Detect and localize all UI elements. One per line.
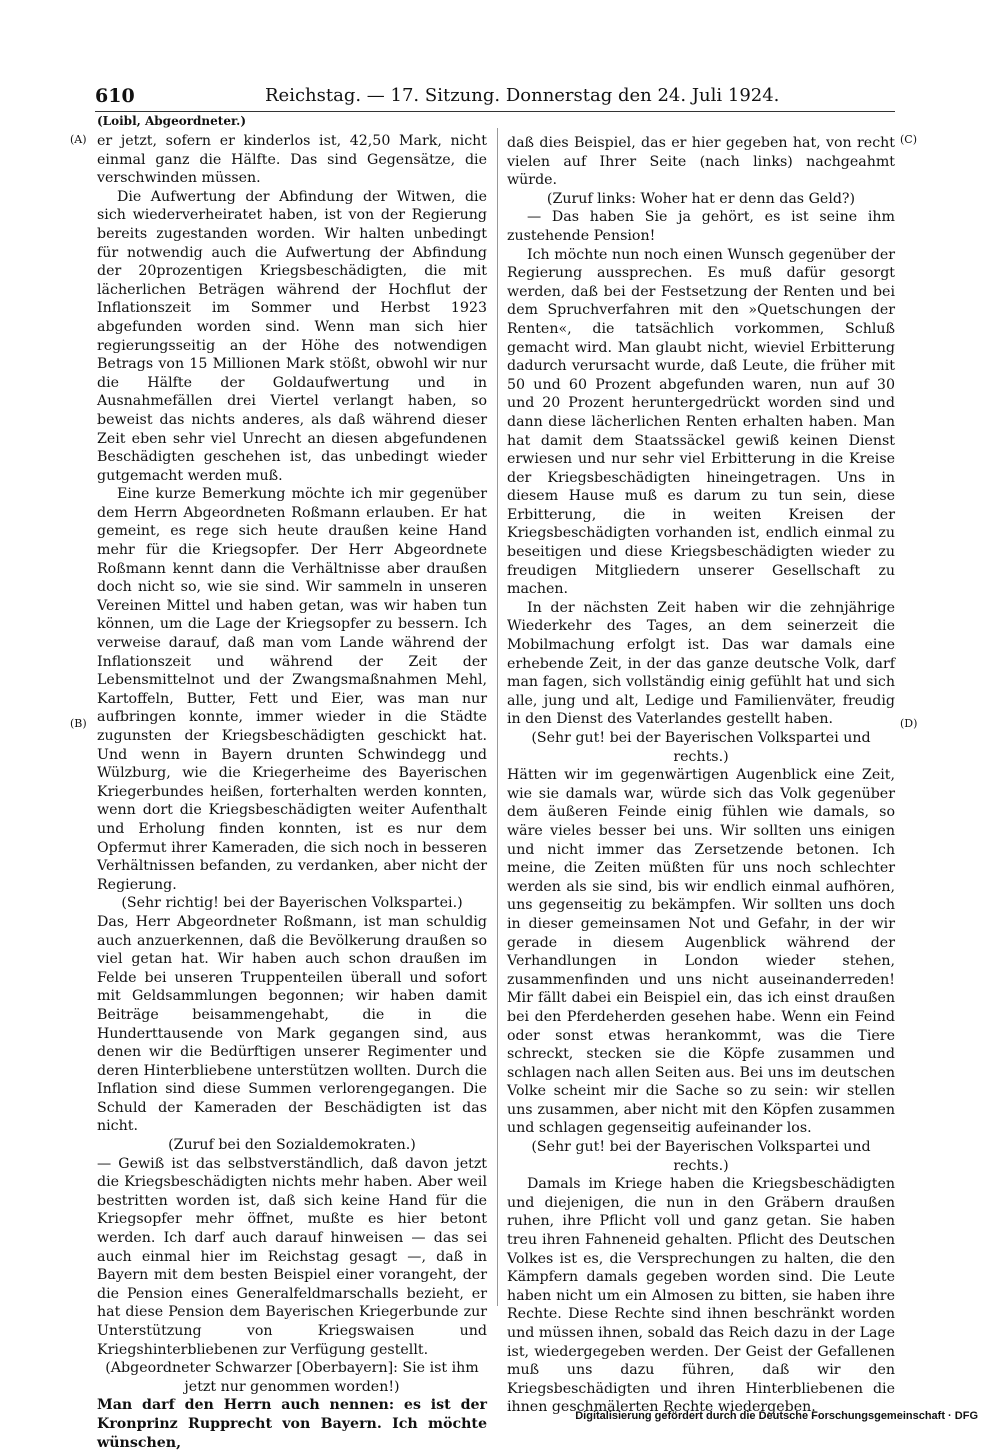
page-header [95, 85, 895, 109]
interjection: (Sehr gut! bei der Bayerischen Volkspartei und rechts.) [531, 730, 871, 765]
margin-mark-b: (B) [70, 717, 87, 730]
interjection: (Abgeordneter Schwarzer [Oberbayern]: Sie ist ihm jetzt nur genommen worden!) [105, 1360, 479, 1395]
digitization-credit: Digitalisierung gefördert durch die Deutsche Forschungsgemeinschaft · DFG [575, 1410, 978, 1422]
margin-mark-c: (C) [900, 133, 917, 146]
paragraph: Die Aufwertung der Abfindung der Witwen, die sich wiederverheiratet haben, ist von der Regierung bereits zugestanden worden. Wir halten unbedingt für notwendig auch die Aufwertung der Abfindung der 20prozentigen Kriegsbeschädigten, die mit lächerlichen Beträgen während der Hochflut der Inflationszeit im Sommer und Herbst 1923 abgefunden worden sind. Wenn man sich hier regierungsseitig an der Höhe des notwendigen Betrags von 15 Millionen Mark stößt, obwohl wir nur die Hälfte der Goldaufwertung und in Ausnahmefällen drei Viertel verlangt haben, so beweist das nichts anderes, als daß während dieser Zeit eben sehr viel Unrecht an diesen abgefundenen Beschädigten geschehen ist, das unbedingt wieder gutgemacht werden muß. [97, 188, 487, 484]
interjection: (Zuruf bei den Sozialdemokraten.) [168, 1137, 416, 1154]
paragraph: Eine kurze Bemerkung möchte ich mir gegenüber dem Herrn Abgeordneten Roßmann erlauben. Er hat gemeint, es rege sich heute draußen keine Hand mehr für die Kriegsopfer. Der Herr Abgeordnete Roßmann kennt dann die Verhältnisse aber draußen doch nicht so, wie sie sind. Wir sammeln in unseren Vereinen Mittel und haben getan, was wir haben tun können, um die Lage der Kriegsopfer zu bessern. Ich verweise darauf, daß man vom Lande während der Inflationszeit und während der Zeit der Lebensmittelnot und der Zwangsmaßnahmen Mehl, Kartoffeln, Butter, Fett und Eier, was man nur aufbringen konnte, immer wieder in die Städte zugunsten der Kriegsbeschädigten geschickt hat. Und wenn in Bayern drunten Schwindegg und Wülzburg, wie die Kriegerheime des Bayerischen Kriegerbundes heißen, forterhalten werden konnten, wenn dort die Kriegsbeschädigten weiter Aufenthalt und Erholung finden konnten, ist es nur dem Opfermut ihrer Kameraden, die sich noch in besseren Verhältnissen befanden, zu verdanken, aber nicht der Regierung. [97, 486, 487, 893]
margin-mark-d: (D) [900, 717, 918, 730]
paragraph: Hätten wir im gegenwärtigen Augenblick eine Zeit, wie sie damals war, würde sich das Volk gegenüber dem äußeren Feinde einig fühlen wie damals, so wäre vieles besser bei uns. Wir sollten uns einigen und nicht immer das Zersetzende betonen. Ich meine, die Zeiten müßten für uns noch schlechter werden als sie sind, bis wir endlich einmal aufhören, uns gegenseitig zu bekämpfen. Wir sollten uns doch in dieser gemeinsamen Not und Gefahr, in der wir gerade in diesem Augenblick während der Verhandlungen in London wieder stehen, zusammenfinden und uns nicht auseinanderreden! Mir fällt dabei ein Beispiel ein, das ich einst draußen bei den Pferdeherden gesehen habe. Wenn ein Feind oder sonst etwas herankommt, was die Tiere schreckt, stecken sie die Köpfe zusammen und schlagen nach allen Seiten aus. Bei uns im deutschen Volke scheint mir die Sache so zu sein: wir stellen uns zusammen, aber nicht mit den Köpfen zusammen und schlagen gegenseitig aufeinander los. [507, 767, 895, 1137]
paragraph: daß dies Beispiel, das er hier gegeben hat, von recht vielen auf Ihrer Seite (nach links) nachgeahmt würde. [507, 135, 895, 189]
paragraph: In der nächsten Zeit haben wir die zehnjährige Wiederkehr des Tages, an dem seinerzeit die Mobilmachung erfolgt ist. Das war damals eine erhebende Zeit, in der das ganze deutsche Volk, darf man fagen, sich vollständig einig gefühlt hat und sich alle, jung und alt, Ledige und Familienväter, freudig in den Dienst des Vaterlandes gestellt haben. [507, 599, 895, 728]
interjection: (Zuruf links: Woher hat er denn das Geld?) [546, 190, 856, 207]
running-title: Reichstag. — 17. Sitzung. Donnerstag den 24. Juli 1924. [265, 85, 780, 106]
speaker-label: (Loibl, Abgeordneter.) [97, 114, 247, 128]
paragraph: Damals im Kriege haben die Kriegsbeschädigten und diejenigen, die nun in den Gräbern draußen ruhen, ihre Pflicht voll und ganz getan. Sie haben treu ihren Fahneneid gehalten. Pflicht des Deutschen Volkes ist es, die Versprechungen zu halten, die den Kämpfern damals gegeben worden sind. Die Leute haben nicht um ein Almosen zu bitten, sie haben ihre Rechte. Diese Rechte sind ihnen beschränkt worden und müssen ihnen, sobald das Reich dazu in der Lage ist, wiedergegeben werden. Der Geist der Gefallenen muß uns dazu führen, daß wir den Kriegsbeschädigten und ihren Hinterbliebenen die ihnen geschmälerten Rechte wiedergeben. [507, 1176, 895, 1416]
interjection: (Sehr richtig! bei der Bayerischen Volkspartei.) [121, 895, 463, 912]
paragraph: er jetzt, sofern er kinderlos ist, 42,50 Mark, nicht einmal ganz die Hälfte. Das sind Gegensätze, die verschwinden müssen. [97, 133, 487, 187]
left-column [97, 132, 487, 1452]
margin-mark-a: (A) [70, 133, 87, 146]
paragraph: — Das haben Sie ja gehört, es ist seine ihm zustehende Pension! [507, 209, 895, 244]
interjection: (Sehr gut! bei der Bayerischen Volkspartei und rechts.) [531, 1139, 871, 1174]
right-column [507, 134, 895, 1417]
paragraph: — Gewiß ist das selbstverständlich, daß davon jetzt die Kriegsbeschädigten nichts mehr haben. Aber weil bestritten worden ist, daß sich keine Hand für die Kriegsopfer mehr öffnet, mußte es hier betont werden. Ich darf auch darauf hinweisen — das sei auch einmal hier im Reichstag gesagt —, daß in Bayern mit dem besten Beispiel einer vorangeht, der die Pension eines Generalfeldmarschalls bezieht, er hat diese Pension dem Bayerischen Kriegerbunde zur Unterstützung von Kriegswaisen und Kriegshinterbliebenen zur Verfügung gestellt. [97, 1155, 487, 1358]
column-separator [497, 128, 498, 1306]
paragraph: Man darf den Herrn auch nennen: es ist der Kronprinz Rupprecht von Bayern. Ich möchte wünschen, [97, 1397, 487, 1451]
paragraph: Ich möchte nun noch einen Wunsch gegenüber der Regierung aussprechen. Es muß dafür gesorgt werden, daß bei der Festsetzung der Renten und bei dem Spruchverfahren mit den »Quetschungen der Renten«, die tatsächlich vorkommen, Schluß gemacht wird. Man glaubt nicht, wieviel Erbitterung dadurch verursacht wurde, daß Leute, die früher mit 50 und 60 Prozent abgefunden waren, nun auf 30 und 20 Prozent heruntergedrückt worden sind und dann diese lächerlichen Renten erhalten haben. Man hat damit dem Staatssäckel gewiß keinen Dienst erwiesen und nur sehr viel Erbitterung in die Kreise der Kriegsbeschädigten hineingetragen. Uns in diesem Hause muß es darum zu tun sein, diese Erbitterung, die in weiten Kreisen der Kriegsbeschädigten vorhanden ist, endlich einmal zu beseitigen und diese Kriegsbeschädigten wieder zu freudigen Mitgliedern unserer Gesellschaft zu machen. [507, 246, 895, 598]
paragraph: Das, Herr Abgeordneter Roßmann, ist man schuldig auch anzuerkennen, daß die Bevölkerung draußen so viel getan hat. Wir haben auch schon draußen im Felde bei unseren Truppenteilen überall und sofort mit Geldsammlungen begonnen; wir haben damit Beiträge beisammengehabt, die in die Hunderttausende von Mark gegangen sind, aus denen wir die Bedürftigen unserer Regimenter und deren Hinterbliebene unterstützen wollten. Durch die Inflation sind diese Summen verlorengegangen. Die Schuld der Kameraden der Beschädigten ist das nicht. [97, 913, 487, 1135]
page-number: 610 [95, 85, 135, 107]
header-rule [95, 111, 895, 112]
